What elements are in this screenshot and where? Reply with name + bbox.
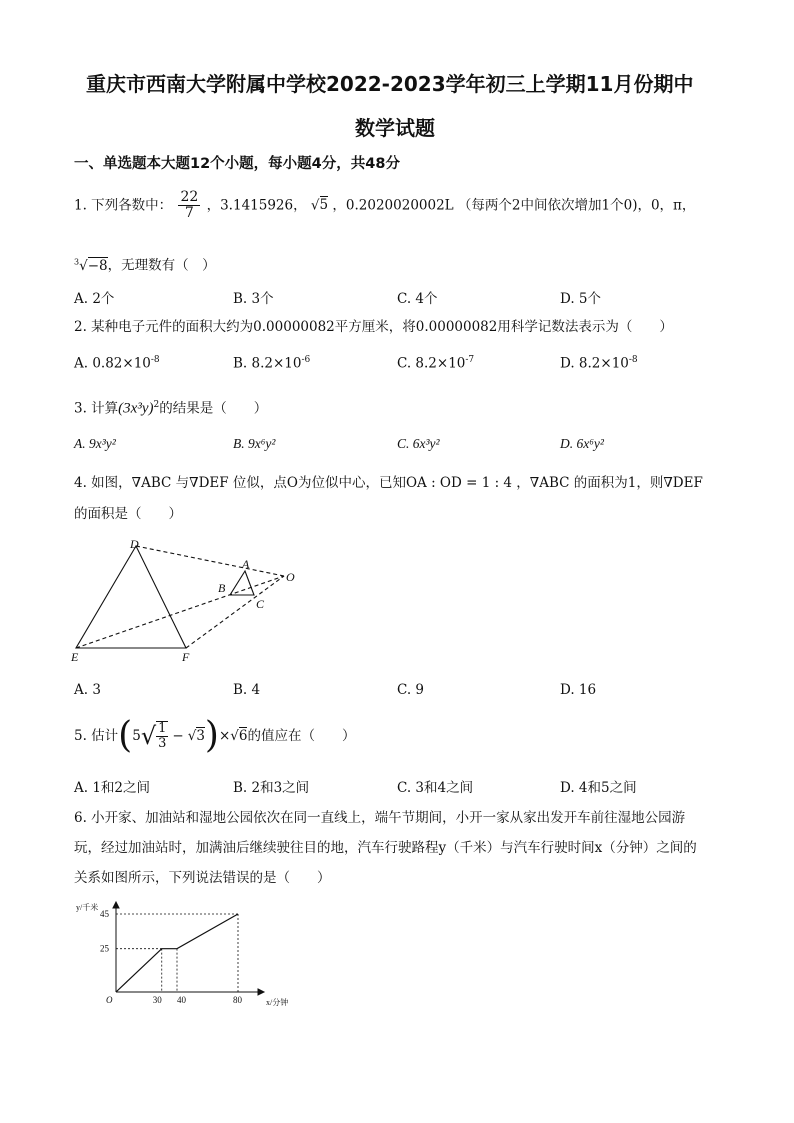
q3-stem-post: 的结果是（ ）	[159, 400, 268, 417]
triangle-def	[76, 546, 186, 648]
q5-minus: −	[172, 728, 184, 744]
line-eo	[76, 576, 284, 648]
section-heading: 一、单选题本大题12个小题，每小题4分，共48分	[74, 156, 400, 172]
q2-option-a-text: A. 0.82×10	[74, 355, 151, 372]
q5-frac-num: 1	[158, 720, 167, 736]
q1-sqrt5: √5	[310, 197, 329, 214]
q2-option-c	[397, 355, 474, 372]
q5-option-b: B. 2和3之间	[233, 780, 310, 796]
q6-chart	[70, 900, 289, 1010]
label-c: C	[256, 597, 265, 611]
q1-fraction	[178, 190, 200, 222]
line-do	[136, 546, 284, 576]
q2-option-a	[74, 355, 160, 372]
q2-option-d-text: D. 8.2×10	[560, 355, 629, 372]
y-tick-label: 25	[100, 943, 109, 954]
x-axis-label: x/分钟	[266, 998, 289, 1007]
q1-option-d: D. 5个	[560, 291, 602, 307]
q3-stem-pre: 3. 计算	[74, 400, 119, 417]
q1-cbrt-arg: −8	[87, 257, 108, 274]
q5-sqrt3-arg: 3	[196, 728, 205, 744]
q1-option-b: B. 3个	[233, 291, 274, 307]
question-6-line1: 6. 小开家、加油站和湿地公园依次在同一直线上，端午节期间，小开一家从家出发开车前往湿地公园游	[74, 810, 686, 826]
q4-option-b: B. 4	[233, 682, 261, 698]
q4-option-a: A. 3	[74, 682, 101, 698]
q5-paren-open: (	[118, 715, 133, 756]
q5-frac-den: 3	[158, 736, 167, 751]
question-4-line1: 4. 如图，∇ABC 与∇DEF 位似，点O为位似中心，已知OA : OD = 1 : 4 ，∇ABC 的面积为1，则∇DEF	[74, 475, 703, 491]
q3-option-d: D. 6x⁶y²	[560, 436, 604, 451]
q3-exponent: 2	[153, 400, 160, 410]
q5-paren-close: )	[204, 715, 219, 756]
q1-sqrt5-arg: 5	[319, 197, 329, 214]
y-axis-arrow	[113, 902, 119, 908]
question-4-line2: 的面积是（ ）	[74, 506, 182, 522]
page-title-line1: 重庆市西南大学附属中学校2022-2023学年初三上学期11月份期中	[86, 72, 694, 96]
q2-option-b	[233, 355, 310, 372]
label-d: D	[130, 537, 139, 551]
q5-option-c: C. 3和4之间	[397, 780, 474, 796]
q3-expression: (3x³y)	[118, 400, 154, 417]
q4-figure	[66, 536, 316, 666]
origin-label: O	[106, 995, 113, 1005]
q2-option-a-exp: -8	[150, 355, 160, 365]
q5-post: 的值应在（ ）	[247, 728, 356, 744]
q3-option-a: A. 9x³y²	[74, 436, 116, 451]
q2-option-c-exp: -7	[465, 355, 475, 365]
y-tick-label: 45	[100, 909, 109, 919]
triangle-abc	[230, 571, 254, 595]
q5-sqrt6-arg: 6	[238, 728, 248, 744]
label-e: E	[71, 650, 79, 664]
q2-option-c-text: C. 8.2×10	[397, 355, 466, 372]
q5-times: ×	[218, 728, 231, 744]
page-title-line2: 数学试题	[355, 116, 435, 140]
q4-option-d: D. 16	[560, 682, 597, 698]
q1-items: ，3.1415926，	[206, 197, 307, 214]
q4-option-c: C. 9	[397, 682, 425, 698]
q1-option-c: C. 4个	[397, 291, 438, 307]
label-a: A	[242, 557, 250, 571]
q5-sqrt3: √3	[187, 728, 205, 744]
x-tick-label: 80	[233, 995, 242, 1005]
q3-option-c: C. 6x³y²	[397, 436, 440, 451]
q1-cbrt: $^3$√−8	[74, 257, 108, 274]
q2-option-b-exp: -6	[301, 355, 311, 365]
label-o: O	[286, 570, 295, 584]
q1-prefix: 1. 下列各数中：	[74, 197, 173, 214]
q5-pre: 5. 估计	[74, 728, 119, 744]
question-6-line2: 玩，经过加油站时，加满油后继续驶往目的地，汽车行驶路程y（千米）与汽车行驶时间x（分钟）之间的	[74, 840, 697, 856]
q1-option-a: A. 2个	[74, 291, 115, 307]
q2-option-b-text: B. 8.2×10	[233, 355, 302, 372]
q5-sqrt6: √6	[230, 728, 248, 744]
q5-fraction	[156, 721, 168, 752]
question-1-line2	[74, 252, 216, 276]
q1-tail: ，无理数有（ ）	[107, 257, 216, 274]
q3-option-b: B. 9x⁶y²	[233, 436, 276, 451]
label-f: F	[182, 650, 190, 664]
q1-frac-num: 22	[180, 189, 199, 205]
q5-option-d: D. 4和5之间	[560, 780, 637, 796]
x-tick-label: 40	[177, 995, 186, 1005]
q5-sqrt-sign: √	[140, 722, 157, 750]
label-b: B	[218, 581, 226, 595]
q2-option-d	[560, 355, 638, 372]
q1-rest: ，0.2020020002L （每两个2中间依次增加1个0)，0，π，	[332, 197, 696, 214]
q2-option-d-exp: -8	[628, 355, 638, 365]
question-2: 2. 某种电子元件的面积大约为0.00000082平方厘米，将0.00000082用科学记数法表示为（ ）	[74, 319, 673, 335]
q5-option-a: A. 1和2之间	[74, 780, 151, 796]
question-6-line3: 关系如图所示，下列说法错误的是（ ）	[74, 870, 331, 886]
x-axis-arrow	[258, 989, 264, 995]
y-axis-label: y/千米	[76, 903, 99, 912]
question-3	[74, 395, 267, 419]
question-1	[74, 190, 695, 222]
q1-frac-den: 7	[184, 205, 194, 222]
q5-five: 5	[132, 728, 141, 744]
question-5	[74, 712, 355, 760]
x-tick-label: 30	[152, 995, 162, 1005]
